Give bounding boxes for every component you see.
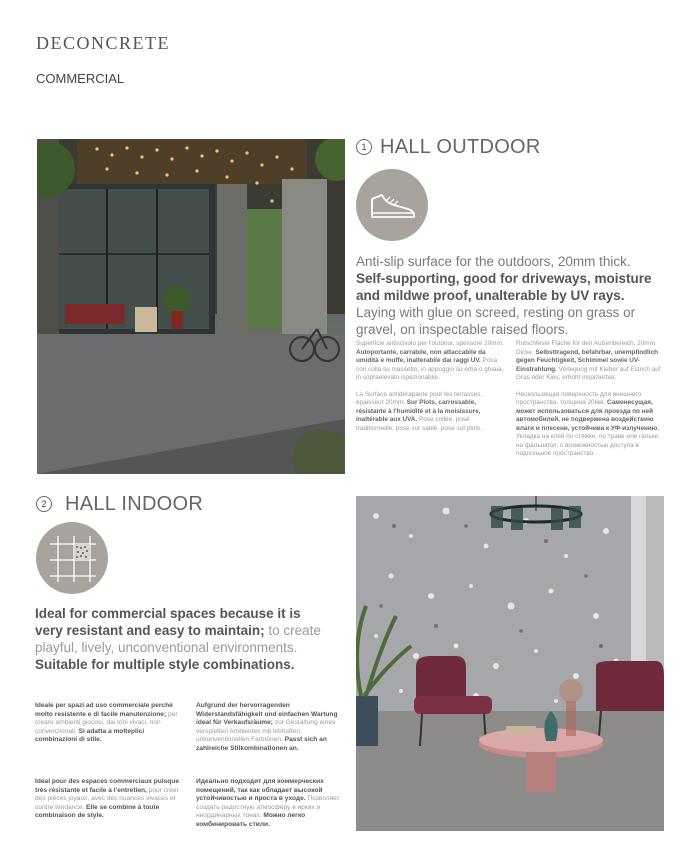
- hall-indoor-text-it: Ideale per spazi ad uso commerciale perché molto resistente e di facile manutenzione; per creare ambienti giocosi, dai toni vivaci, non convenzionali. Si adatta a molteplici combinazioni di stile.: [35, 702, 178, 744]
- hall-indoor-text-fr: Idéal pour des espaces commerciaux puisque très résistante et facile à l'entretien, pour créer des pièces joyaux, avec des nuances vivaces et contre tendance. Elle se combine à toute combinaison de style.: [35, 778, 180, 820]
- hall-outdoor-col-left: [356, 340, 504, 441]
- lead-bold-text: Self-supporting, good for driveways, moisture and mildwe proof, unalterable by UV rays.: [356, 271, 652, 303]
- text-fr: La Surface antidérapante pour les terrasses, épaisseur 20mm. Sur Plots, carrossable, résistante à l'humidité et à la moisissure, inaltérable aux UVA. Pose collée, posé traditionnelle, pose sur sable, pose sut plots.: [356, 390, 483, 432]
- brand-title: DECONCRETE: [36, 33, 170, 53]
- section-title-hall-indoor: HALL INDOOR: [65, 493, 204, 515]
- hall-outdoor-col-right: [516, 340, 664, 467]
- text-ru: Нескользящая поверхность для внешнего пространства, толщина 20мм. Самонесущая, может использоваться для проезда по ней автомобилей, не подвержена воздействию влаги и плесени, устойчива к УФ-излучению. Укладка на клей по стяжке, по траве или гальке, на фальшпол, с возможностью доступа в подпольное пространство.: [516, 390, 661, 457]
- hall-indoor-lead: [35, 605, 330, 673]
- lead-bold-text: Ideal for commercial spaces because it is very resistant and easy to maintain;: [35, 606, 301, 638]
- hall-outdoor-illustration: [37, 139, 345, 474]
- shoe-icon: [356, 169, 428, 241]
- lead-bold-text: Suitable for multiple style combinations.: [35, 657, 295, 672]
- lead-text: to create playful, lively, unconventional environments.: [35, 623, 321, 655]
- text-it: Superficie antiscivolo per l'outdoor, spessore 20mm. Autoportante, carrabile, non attaccabile da umidità e muffe, inalterabile dai raggi UV. Posa con colla su massetto, in appoggio su erba o ghiaia, in sopraelevato ispezionabile.: [356, 340, 504, 381]
- section-number-1: 1: [356, 139, 372, 155]
- lead-text: Anti-slip surface for the outdoors, 20mm thick.: [356, 254, 631, 269]
- category-label: COMMERCIAL: [36, 71, 125, 86]
- hall-indoor-text-de: Aufgrund der hervorragenden Widerstandsfähigkeit und einfachen Wartung ideal für Verkaufsräume; zur Gestaltung eines verspielten Ambientes mit lebhaften, unkonventionellen Farbtönen. Passt sich an zahlreiche Stilkombinationen an.: [196, 702, 338, 752]
- tile-grid-icon: [36, 522, 108, 594]
- hall-indoor-illustration: [356, 496, 664, 831]
- hall-outdoor-photo: [37, 139, 345, 474]
- hall-outdoor-lead: [356, 253, 656, 338]
- lead-text: Laying with glue on screed, resting on grass or gravel, on inspectable raised floors.: [356, 305, 636, 337]
- hall-indoor-photo: [356, 496, 664, 831]
- section-number-2: 2: [36, 496, 52, 512]
- text-de: Rutschfeste Fläche für den Außenbereich, 20mm Dicke. Selbsttragend, befahrbar, unempfindlich gegen Feuchtigkeit, Schimmel sowie UV-Einstrahlung. Verlegung mit Kleber auf Estrich auf Gras oder Kies, erhöht inspizierbar.: [516, 340, 661, 381]
- hall-indoor-text-ru: Идеально подходит для коммерческих помещений, так как обладает высокой устойчивостью и проста в уходе. Позволяет создать радостную атмосферу в ярких и неординарных тонах. Можно легко комбинировать стили.: [196, 778, 340, 828]
- section-title-hall-outdoor: HALL OUTDOOR: [380, 136, 541, 158]
